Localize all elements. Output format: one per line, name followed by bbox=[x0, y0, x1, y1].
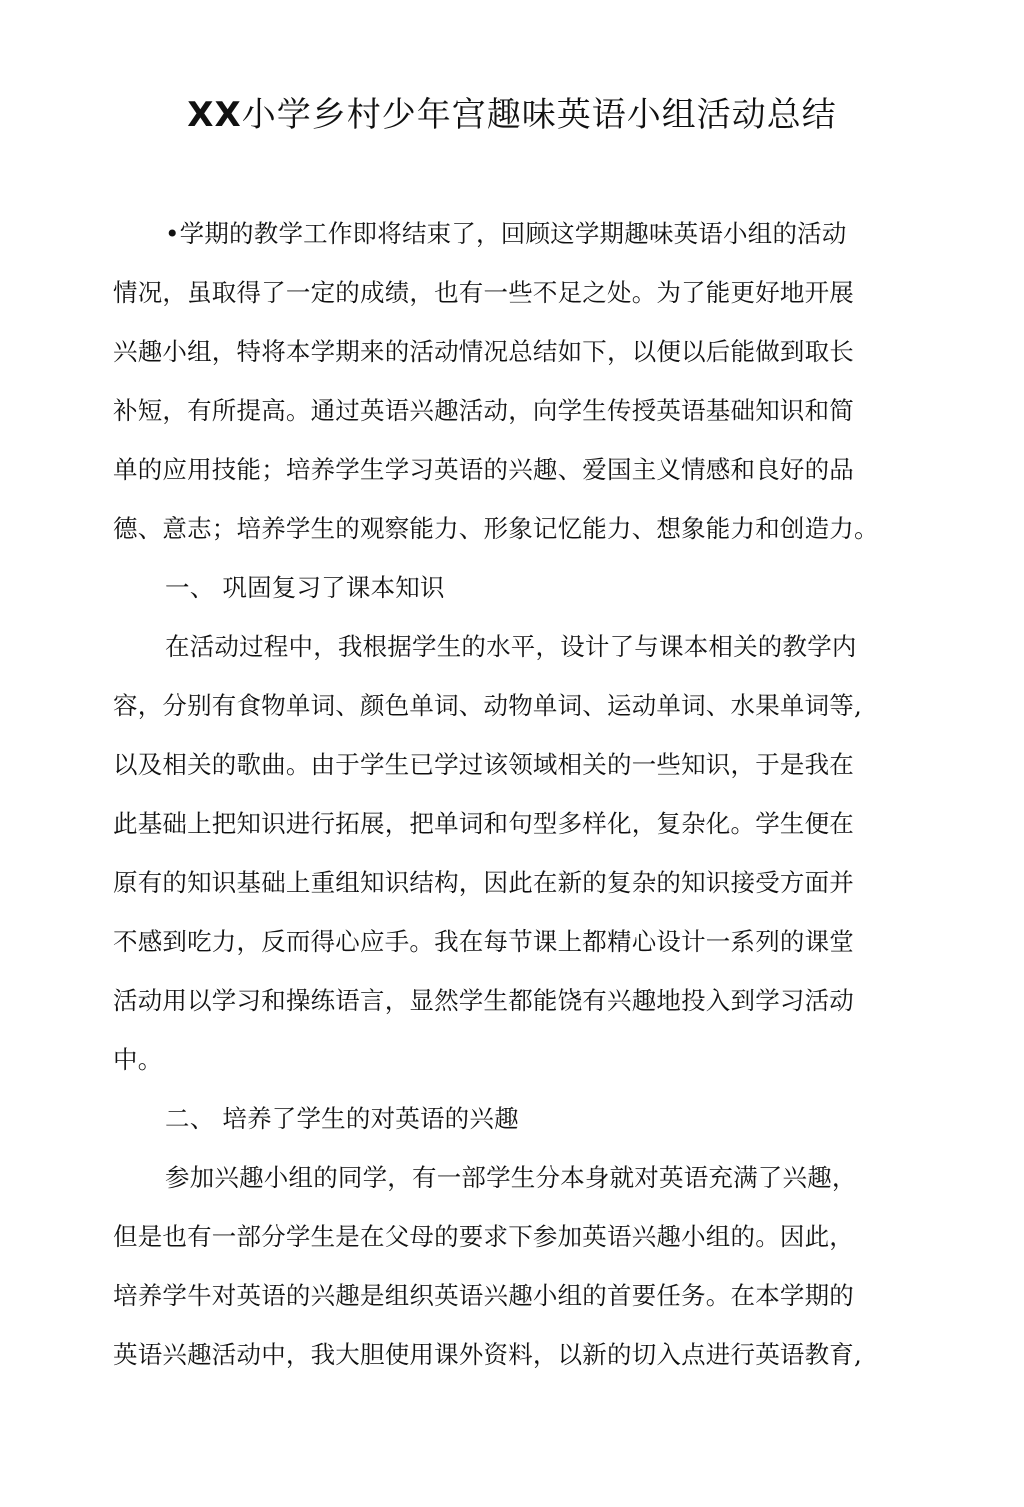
paragraph-1-line-2: 情况，虽取得了一定的成绩，也有一些不足之处。为了能更好地开展 bbox=[113, 278, 854, 307]
paragraph-2-line-8: 中。 bbox=[113, 1045, 163, 1074]
paragraph-2-line-3: 以及相关的歌曲。由于学生已学过该领域相关的一些知识，于是我在 bbox=[113, 750, 854, 779]
paragraph-1-line-5: 单的应用技能；培养学生学习英语的兴趣、爱国主义情感和良好的品 bbox=[113, 455, 854, 484]
document-title bbox=[0, 93, 1024, 137]
paragraph-2-line-5: 原有的知识基础上重组知识结构，因此在新的复杂的知识接受方面并 bbox=[113, 868, 854, 897]
document-body bbox=[113, 204, 893, 1384]
title-text: 小学乡村少年宫趣味英语小组活动总结 bbox=[241, 95, 837, 135]
paragraph-1-line-4: 补短，有所提高。通过英语兴趣活动，向学生传授英语基础知识和简 bbox=[113, 396, 854, 425]
section-heading-2: 二、 培养了学生的对英语的兴趣 bbox=[165, 1104, 519, 1133]
paragraph-2-line-7: 活动用以学习和操练语言，显然学生都能饶有兴趣地投入到学习活动 bbox=[113, 986, 854, 1015]
paragraph-3-line-2: 但是也有一部分学生是在父母的要求下参加英语兴趣小组的。因此， bbox=[113, 1222, 854, 1251]
paragraph-1-line-1: •学期的教学工作即将结束了，回顾这学期趣味英语小组的活动 bbox=[165, 219, 847, 248]
paragraph-1-line-3: 兴趣小组，特将本学期来的活动情况总结如下，以便以后能做到取长 bbox=[113, 337, 854, 366]
paragraph-3-line-3: 培养学牛对英语的兴趣是组织英语兴趣小组的首要任务。在本学期的 bbox=[113, 1281, 854, 1310]
paragraph-2-line-6: 不感到吃力，反而得心应手。我在每节课上都精心设计一系列的课堂 bbox=[113, 927, 854, 956]
paragraph-2-line-4: 此基础上把知识进行拓展，把单词和句型多样化，复杂化。学生便在 bbox=[113, 809, 854, 838]
paragraph-1-line-6: 德、意志；培养学生的观察能力、形象记忆能力、想象能力和创造力。 bbox=[113, 514, 879, 543]
paragraph-3-line-1: 参加兴趣小组的同学，有一部学生分本身就对英语充满了兴趣， bbox=[165, 1163, 857, 1192]
title-prefix: XX bbox=[187, 95, 242, 135]
paragraph-3-line-4: 英语兴趣活动中，我大胆使用课外资料，以新的切入点进行英语教育, bbox=[113, 1340, 862, 1369]
paragraph-2-line-2: 容，分别有食物单词、颜色单词、动物单词、运动单词、水果单词等, bbox=[113, 691, 862, 720]
section-heading-1: 一、 巩固复习了课本知识 bbox=[165, 573, 445, 602]
paragraph-2-line-1: 在活动过程中，我根据学生的水平，设计了与课本相关的教学内 bbox=[165, 632, 857, 661]
